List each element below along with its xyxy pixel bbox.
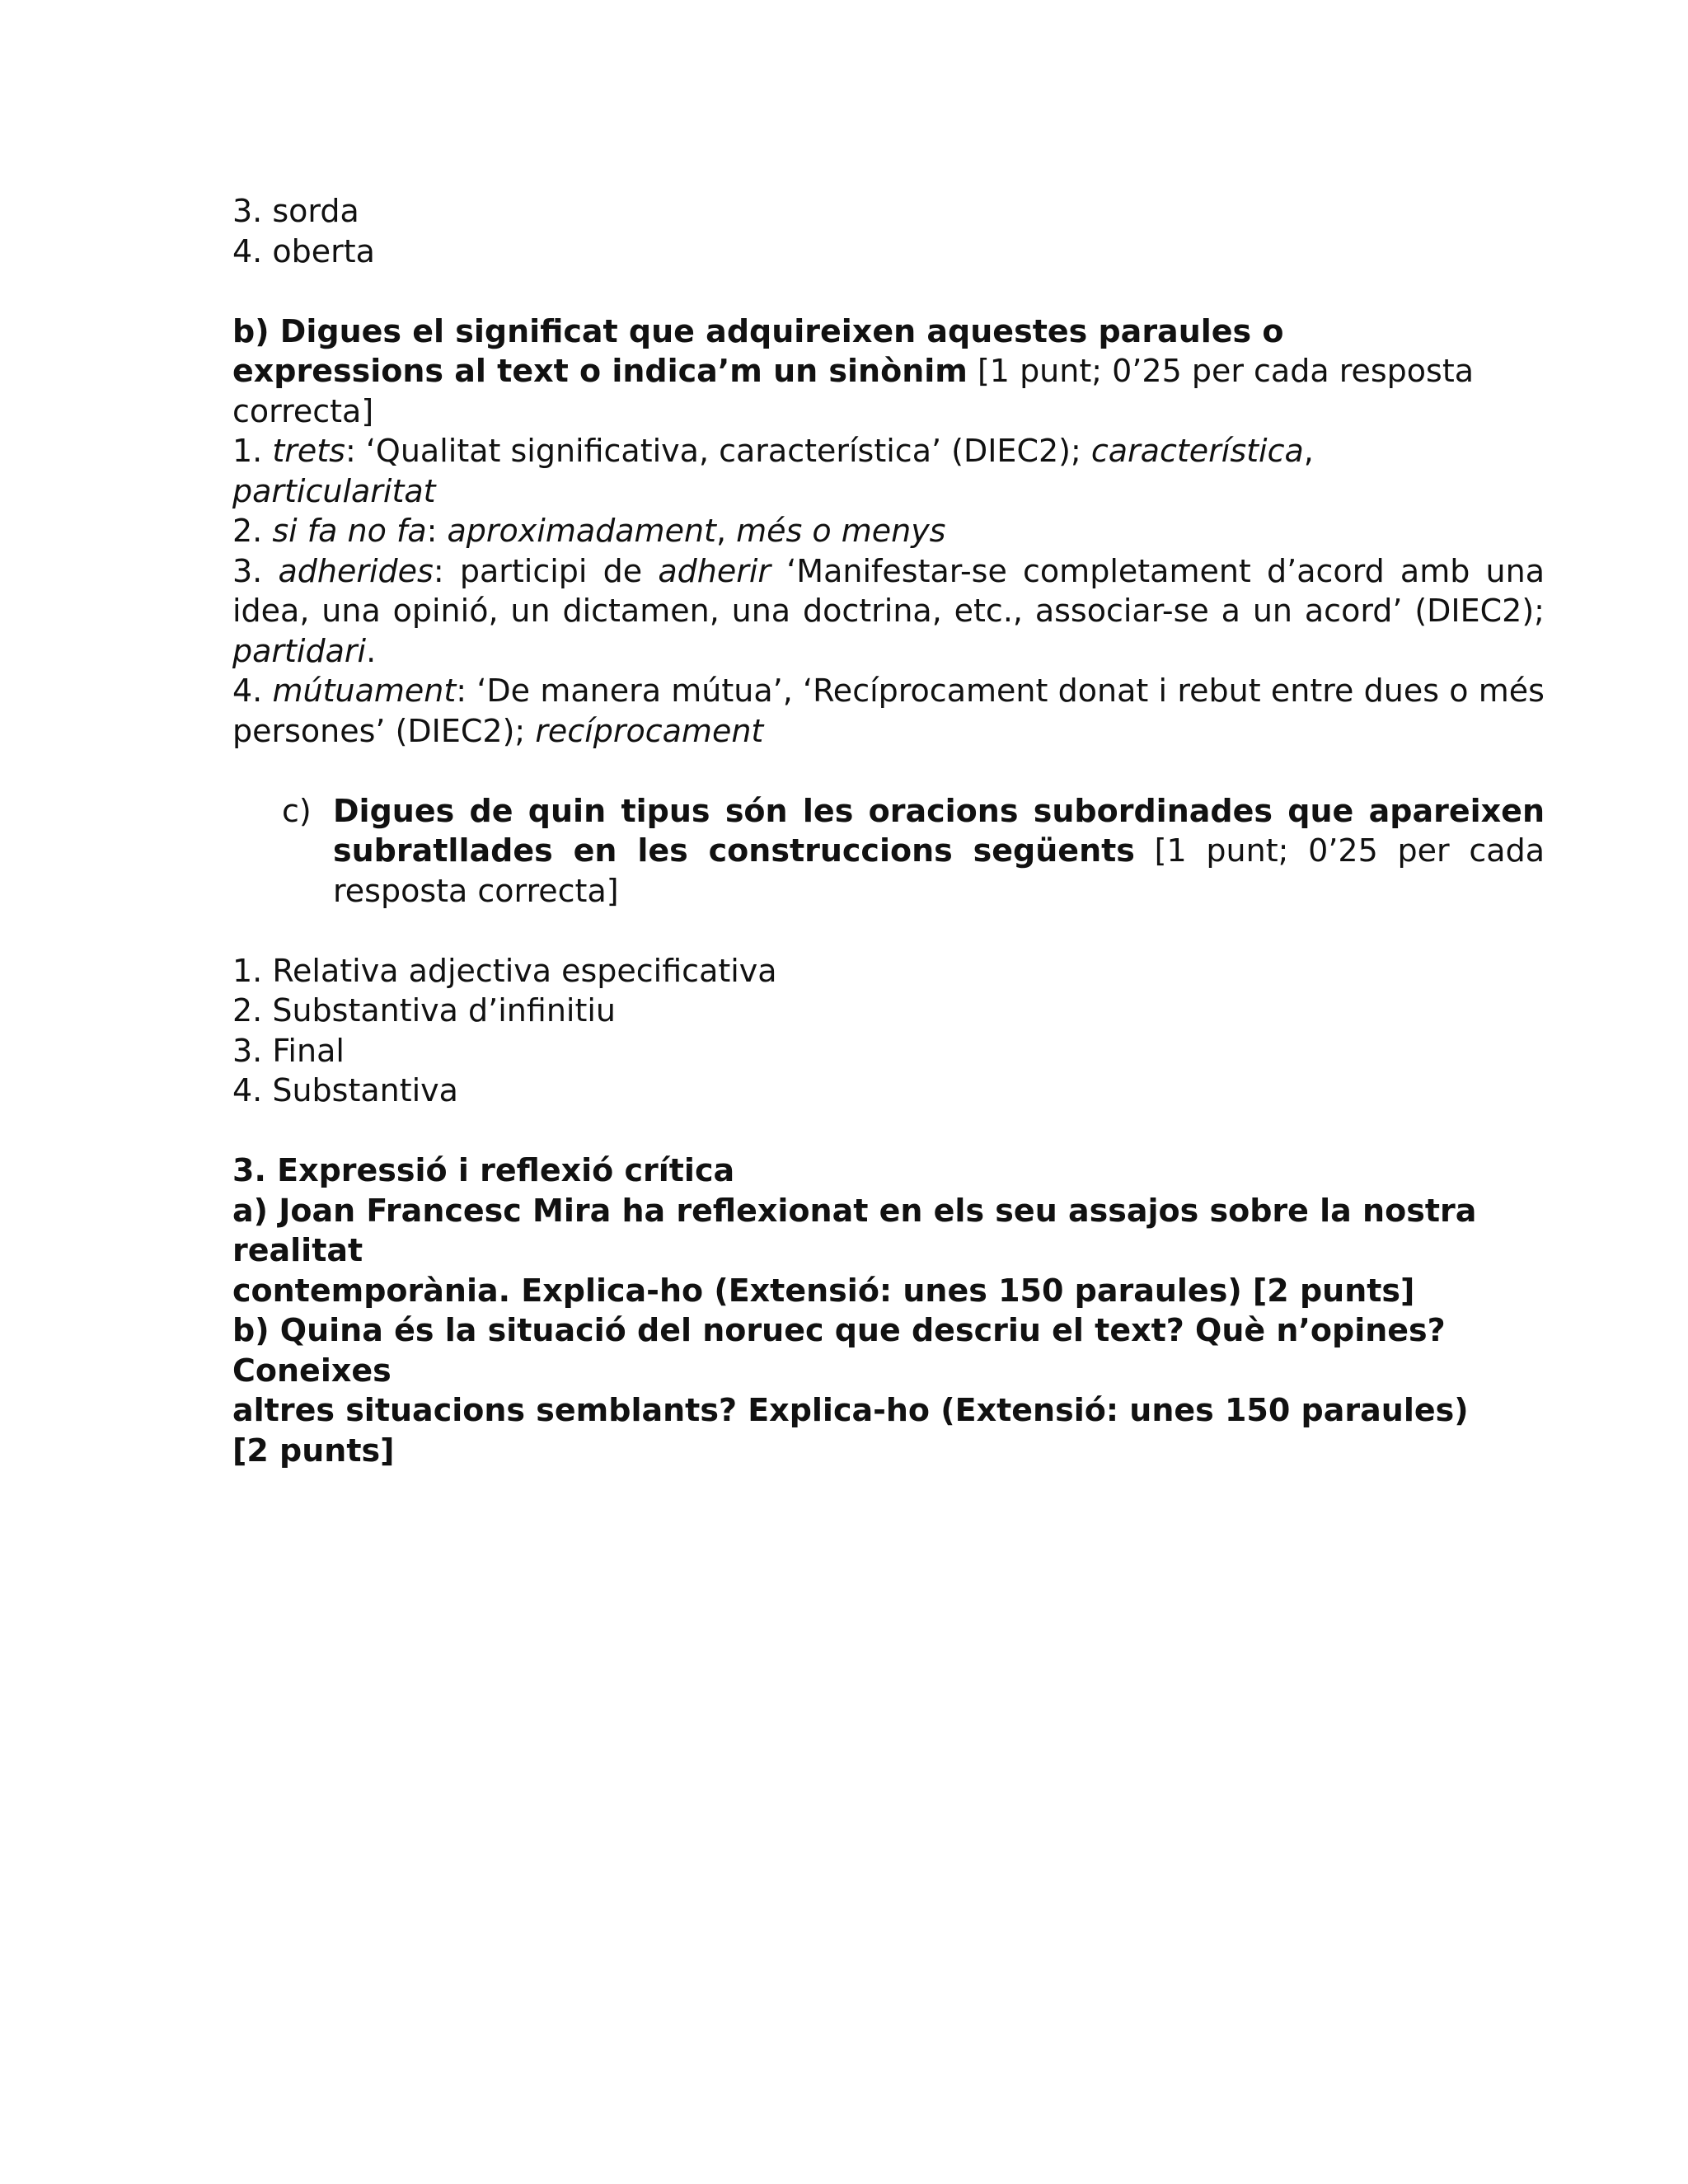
section-b-heading-line-1: b) Digues el significat que adquireixen aquestes paraules o xyxy=(232,312,1284,349)
item-synonym: més o menys xyxy=(736,513,946,549)
item-definition: : ‘Qualitat significativa, característica’ (DIEC2); xyxy=(345,433,1091,469)
section-b-heading-line-3: correcta] xyxy=(232,392,374,429)
section-c-heading xyxy=(232,791,1545,912)
spacer xyxy=(232,911,1545,951)
item-synonym: aproximadament xyxy=(447,513,716,549)
question-b-line-2: Coneixes xyxy=(232,1352,392,1389)
list-number: 4. xyxy=(232,232,263,269)
item-number: 4. xyxy=(232,673,263,709)
item-number: 1. xyxy=(232,433,263,469)
item-number: 3. xyxy=(232,552,263,589)
item-term: si fa no fa xyxy=(272,513,427,549)
item-term: mútuament xyxy=(272,673,457,709)
item-definition: : ‘De manera mútua’, ‘Recíprocament donat i rebut entre dues o més persones’ (DIEC2); xyxy=(232,673,1545,749)
section-c-points: [1 punt; 0’25 per cada resposta correcta] xyxy=(333,832,1545,909)
section-c-heading-text xyxy=(333,791,1545,912)
item-separator: : xyxy=(426,513,448,549)
question-a-line-3: contemporània. Explica-ho (Extensió: unes 150 paraules) [2 punts] xyxy=(232,1272,1415,1309)
item-synonym: particularitat xyxy=(232,472,436,509)
item-separator: , xyxy=(1303,433,1314,469)
section-b-heading-line-2 xyxy=(232,351,1545,391)
section-c-marker: c) xyxy=(282,792,312,829)
item-number: 2. xyxy=(232,513,263,549)
document-content xyxy=(232,191,1545,1470)
answer-item: 1. Relativa adjectiva especificativa xyxy=(232,952,777,989)
section-b-heading-bold: expressions al text o indica’m un sinònim xyxy=(232,353,968,389)
question-b-line-1: b) Quina és la situació del noruec que descriu el text? Què n’opines? xyxy=(232,1312,1446,1348)
answer-item: 3. Final xyxy=(232,1032,345,1069)
list-item xyxy=(232,232,1545,272)
item-synonym: recíprocament xyxy=(535,712,764,749)
section-3-title: 3. Expressió i reflexió crítica xyxy=(232,1152,735,1188)
item-term: adherides xyxy=(278,552,434,589)
question-a-line-2: realitat xyxy=(232,1232,363,1268)
section-b-item-1 xyxy=(232,431,1545,511)
section-b-item-4 xyxy=(232,671,1545,751)
item-synonym: partidari xyxy=(232,632,367,669)
list-text: sorda xyxy=(272,193,359,229)
item-definition: : participi de xyxy=(433,552,659,589)
section-b-item-2 xyxy=(232,511,1545,551)
list-text: oberta xyxy=(272,232,375,269)
item-separator: , xyxy=(715,513,737,549)
item-separator: . xyxy=(366,632,377,669)
spacer xyxy=(232,1111,1545,1151)
spacer xyxy=(232,751,1545,791)
question-b-line-3: altres situacions semblants? Explica-ho (Extensió: unes 150 paraules) xyxy=(232,1392,1469,1428)
question-a-line-1: a) Joan Francesc Mira ha reflexionat en els seu assajos sobre la nostra xyxy=(232,1192,1477,1229)
answer-item: 4. Substantiva xyxy=(232,1072,458,1108)
list-item xyxy=(232,191,1545,232)
item-synonym: característica xyxy=(1090,433,1304,469)
item-definition: ‘Manifestar-se completament d’acord amb una idea, una opinió, un dictamen, una doctrina, etc., associar-se a un acord’ (DIEC2); xyxy=(232,552,1545,629)
question-b-line-4: [2 punts] xyxy=(232,1432,395,1469)
section-b-points: [1 punt; 0’25 per cada resposta xyxy=(977,353,1475,389)
item-term: trets xyxy=(272,433,345,469)
list-number: 3. xyxy=(232,193,263,229)
item-term: adherir xyxy=(658,552,771,589)
section-b-item-3 xyxy=(232,551,1545,672)
section-c-heading-bold: Digues de quin tipus són les oracions subordinades que apareixen subratllades en les construccions següents xyxy=(333,792,1545,869)
answer-item: 2. Substantiva d’infinitiu xyxy=(232,992,616,1029)
spacer xyxy=(232,271,1545,312)
